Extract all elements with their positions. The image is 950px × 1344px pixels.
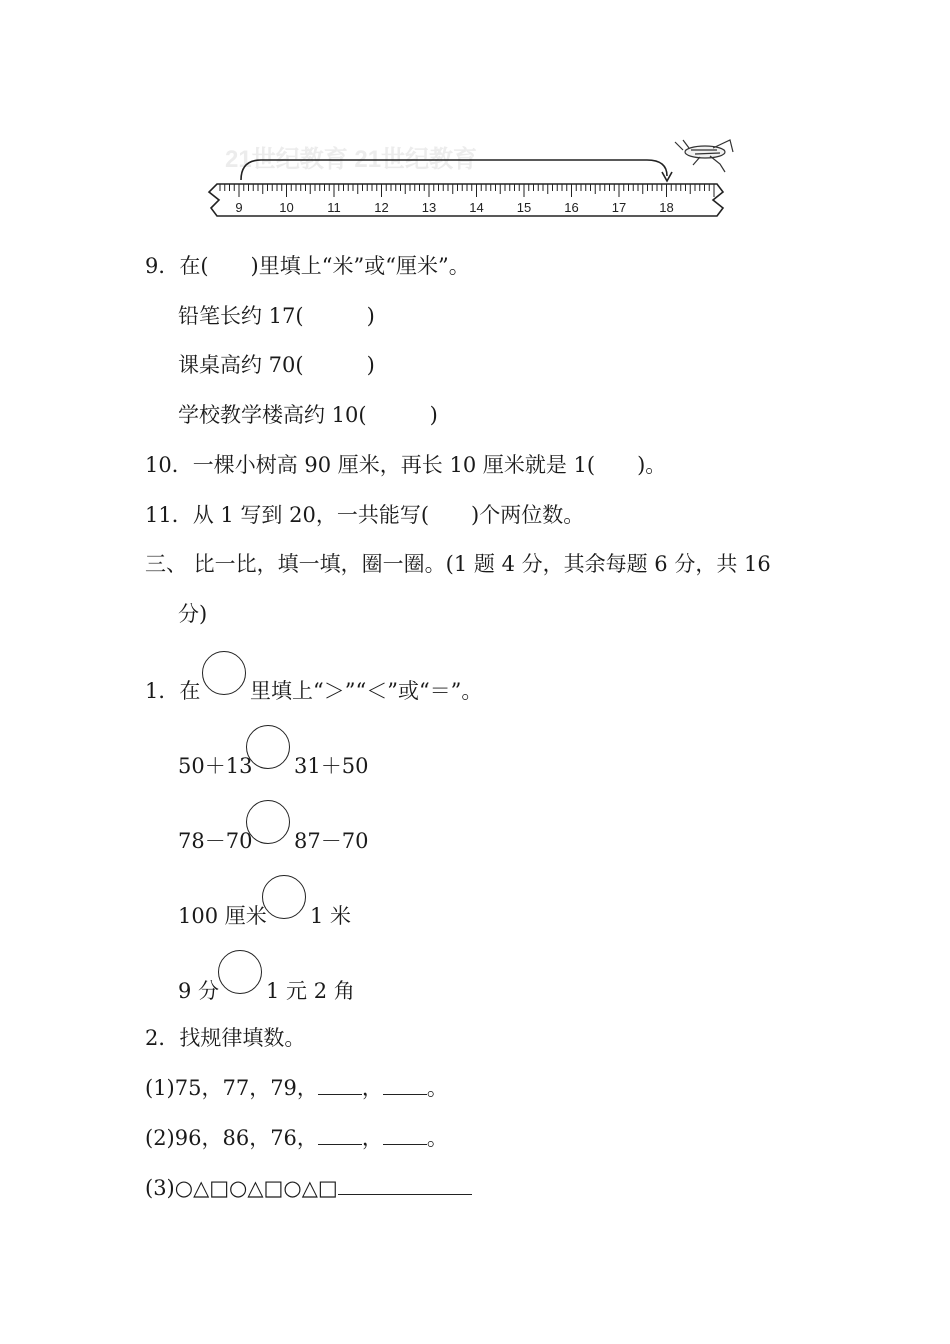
seq-2-comma: ， <box>361 1126 383 1150</box>
grasshopper-icon <box>675 140 733 172</box>
q9-item-desk: 课桌高约 70( ) <box>178 353 375 377</box>
ruler-tick-label: 16 <box>564 200 579 215</box>
ruler-tick-label: 14 <box>469 200 484 215</box>
compare-2-left: 78－70 <box>178 829 253 853</box>
p2-seq-1 <box>145 1074 448 1102</box>
ruler-tick-label: 12 <box>374 200 389 215</box>
ruler-tick-label: 9 <box>235 200 243 215</box>
ruler-watermark: 21世纪教育 21世纪教育 <box>225 146 478 173</box>
seq-1-period: 。 <box>426 1076 448 1100</box>
compare-2-circle[interactable] <box>246 800 290 844</box>
seq-3-shapes: (3)○△□○△□○△□ <box>145 1176 338 1200</box>
ruler-tick-label: 10 <box>279 200 294 215</box>
p2-seq-2 <box>145 1124 448 1152</box>
compare-1-right: 31＋50 <box>294 754 369 778</box>
compare-1-left: 50＋13 <box>178 754 253 778</box>
compare-3-right: 1 米 <box>310 904 352 928</box>
q9-item-building: 学校教学楼高约 10( ) <box>178 403 438 427</box>
section-3-heading: 三、 比一比，填一填，圈一圈。(1 题 4 分，其余每题 6 分，共 16 <box>145 552 771 576</box>
seq-2-blank-a[interactable] <box>318 1126 362 1145</box>
p1-example-circle <box>202 651 246 695</box>
seq-3-blank[interactable] <box>338 1176 472 1195</box>
seq-1-blank-a[interactable] <box>318 1076 362 1095</box>
compare-4-circle[interactable] <box>218 950 262 994</box>
p2-seq-3 <box>145 1174 472 1202</box>
seq-2-blank-b[interactable] <box>383 1126 427 1145</box>
seq-1-comma: ， <box>361 1076 383 1100</box>
ruler-figure <box>205 132 735 227</box>
ruler-tick-label: 13 <box>421 200 437 215</box>
ruler-tick-label: 11 <box>327 200 341 215</box>
q11-text: 11．从 1 写到 20，一共能写( )个两位数。 <box>145 503 585 527</box>
ruler-tick-label: 17 <box>611 200 627 215</box>
seq-2-period: 。 <box>426 1126 448 1150</box>
compare-4-right: 1 元 2 角 <box>266 979 355 1003</box>
seq-2-values: (2)96，86，76， <box>145 1126 318 1150</box>
ruler-tick-label: 18 <box>659 200 674 215</box>
seq-1-blank-b[interactable] <box>383 1076 427 1095</box>
compare-3-circle[interactable] <box>262 875 306 919</box>
p1-suffix: 里填上“＞”“＜”或“＝”。 <box>250 679 483 703</box>
compare-3-left: 100 厘米 <box>178 904 267 928</box>
p2-title: 2．找规律填数。 <box>145 1026 306 1050</box>
q9-title: 9．在( )里填上“米”或“厘米”。 <box>145 254 470 278</box>
q10-text: 10．一棵小树高 90 厘米，再长 10 厘米就是 1( )。 <box>145 453 667 477</box>
p1-prefix: 1．在 <box>145 679 201 703</box>
section-3-heading-cont: 分) <box>178 602 208 626</box>
ruler-tick-label: 15 <box>516 200 532 215</box>
compare-1-circle[interactable] <box>246 725 290 769</box>
compare-2-right: 87－70 <box>294 829 369 853</box>
compare-4-left: 9 分 <box>178 979 220 1003</box>
seq-1-values: (1)75，77，79， <box>145 1076 318 1100</box>
q9-item-pencil: 铅笔长约 17( ) <box>178 304 375 328</box>
